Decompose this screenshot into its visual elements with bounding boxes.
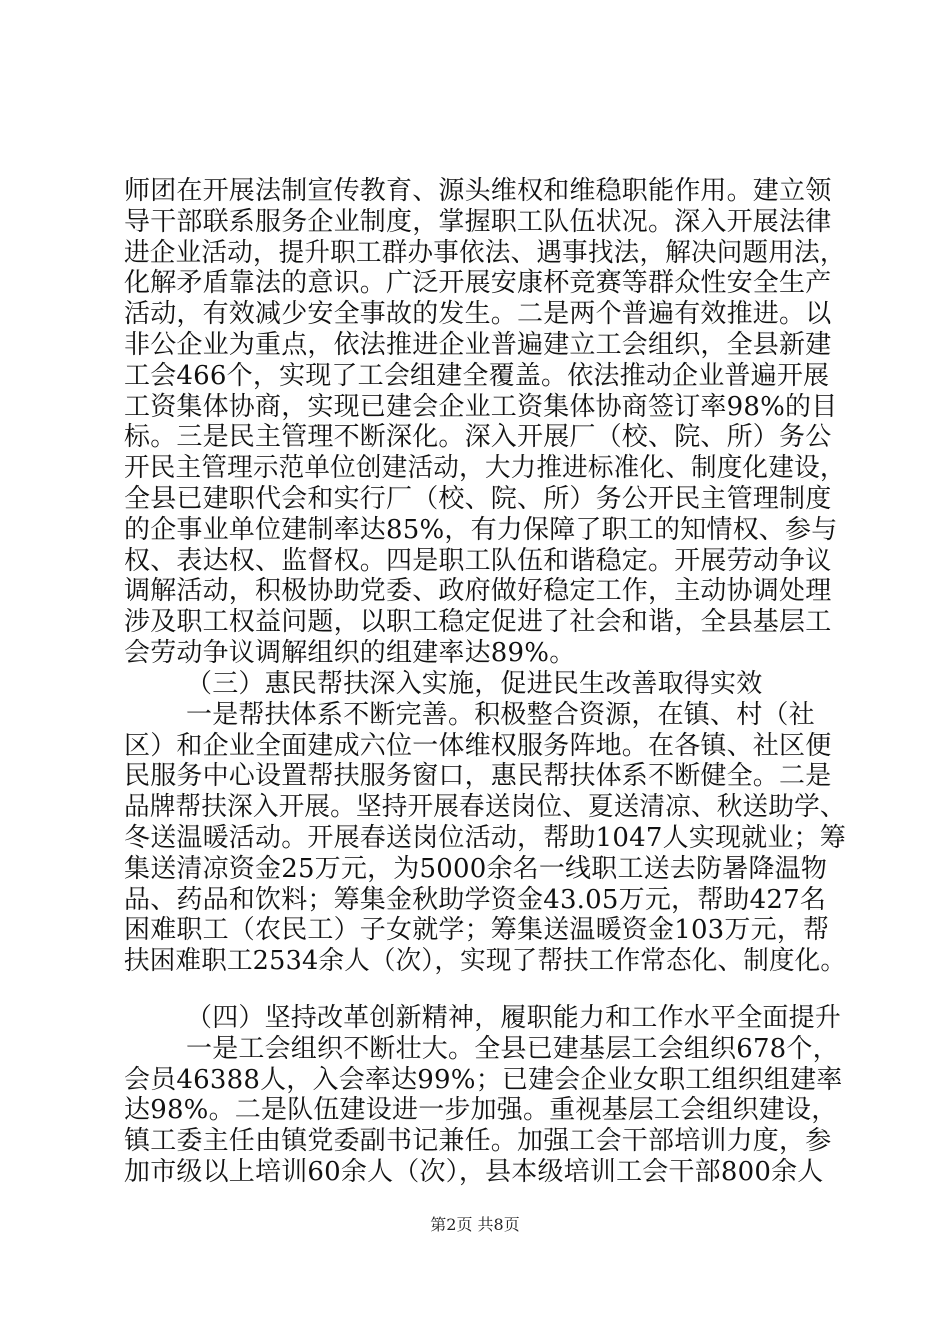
text-line: 镇工委主任由镇党委副书记兼任。加强工会干部培训力度，参: [124, 1126, 832, 1156]
text-line: 会劳动争议调解组织的组建率达89%。: [124, 638, 576, 668]
text-line: 开民主管理示范单位创建活动，大力推进标准化、制度化建设，: [124, 453, 846, 483]
text-line: 标。三是民主管理不断深化。深入开展厂（校、院、所）务公: [124, 422, 832, 452]
text-line: 调解活动，积极协助党委、政府做好稳定工作，主动协调处理: [124, 576, 832, 606]
text-line: 会员46388人，入会率达99%；已建会企业女职工组织组建率: [124, 1065, 843, 1095]
text-line: 化解矛盾靠法的意识。广泛开展安康杯竞赛等群众性安全生产: [124, 268, 832, 298]
text-line: 工资集体协商，实现已建会企业工资集体协商签订率98%的目: [124, 392, 838, 422]
section-heading-3: （三）惠民帮扶深入实施，促进民生改善取得实效: [186, 669, 763, 699]
text-line: 导干部联系服务企业制度，掌握职工队伍状况。深入开展法律: [124, 207, 832, 237]
text-line: 活动，有效减少安全事故的发生。二是两个普遍有效推进。以: [124, 299, 832, 329]
text-line: 加市级以上培训60余人（次），县本级培训工会干部800余人: [124, 1157, 824, 1187]
text-line: 达98%。二是队伍建设进一步加强。重视基层工会组织建设，: [124, 1095, 838, 1125]
text-line: 品牌帮扶深入开展。坚持开展春送岗位、夏送清凉、秋送助学、: [124, 792, 846, 822]
text-line: 困难职工（农民工）子女就学；筹集送温暖资金103万元，帮: [124, 915, 830, 945]
text-line: 涉及职工权益问题，以职工稳定促进了社会和谐，全县基层工: [124, 607, 832, 637]
text-line: 扶困难职工2534余人（次），实现了帮扶工作常态化、制度化。: [124, 946, 847, 976]
text-line: 一是帮扶体系不断完善。积极整合资源，在镇、村（社: [186, 700, 815, 730]
text-line: 集送清凉资金25万元，为5000余名一线职工送去防暑降温物: [124, 854, 828, 884]
text-line: 进企业活动，提升职工群办事依法、遇事找法，解决问题用法，: [124, 238, 846, 268]
text-line: 全县已建职代会和实行厂（校、院、所）务公开民主管理制度: [124, 484, 832, 514]
text-line: 的企事业单位建制率达85%，有力保障了职工的知情权、参与: [124, 515, 838, 545]
text-line: 民服务中心设置帮扶服务窗口，惠民帮扶体系不断健全。二是: [124, 761, 832, 791]
text-line: 冬送温暖活动。开展春送岗位活动，帮助1047人实现就业；筹: [124, 823, 846, 853]
text-line: 一是工会组织不断壮大。全县已建基层工会组织678个，: [186, 1034, 839, 1064]
text-line: 师团在开展法制宣传教育、源头维权和维稳职能作用。建立领: [124, 176, 832, 206]
text-line: 工会466个，实现了工会组建全覆盖。依法推动企业普遍开展: [124, 361, 830, 391]
section-heading-4: （四）坚持改革创新精神，履职能力和工作水平全面提升: [186, 1003, 842, 1033]
text-line: 区）和企业全面建成六位一体维权服务阵地。在各镇、社区便: [124, 731, 832, 761]
text-line: 非公企业为重点，依法推进企业普遍建立工会组织，全县新建: [124, 330, 832, 360]
page-footer: 第2页 共8页: [430, 1215, 520, 1234]
text-line: 权、表达权、监督权。四是职工队伍和谐稳定。开展劳动争议: [124, 546, 832, 576]
text-line: 品、药品和饮料；筹集金秋助学资金43.05万元，帮助427名: [124, 885, 827, 915]
